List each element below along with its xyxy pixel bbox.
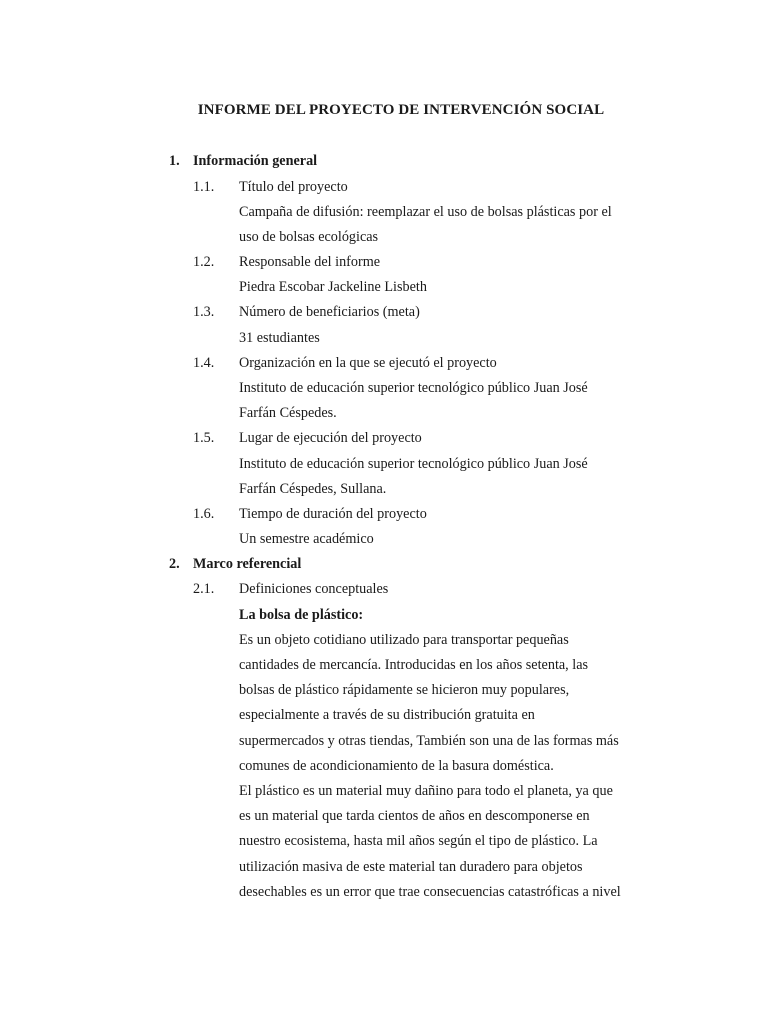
subsection-number: 2.1. xyxy=(193,581,215,597)
subsection-title: Título del proyecto xyxy=(239,179,348,195)
paragraph-line: utilización masiva de este material tan duradero para objetos xyxy=(239,859,583,875)
section-title: Marco referencial xyxy=(193,556,302,572)
subsection-text-line: Farfán Céspedes. xyxy=(239,405,337,421)
paragraph-line: El plástico es un material muy dañino para todo el planeta, ya que xyxy=(239,783,613,799)
paragraph-line: cantidades de mercancía. Introducidas en los años setenta, las xyxy=(239,657,589,673)
subsection-subheading: La bolsa de plástico: xyxy=(239,607,364,623)
paragraph-line: supermercados y otras tiendas, También son una de las formas más xyxy=(239,733,619,749)
section-number: 1. xyxy=(169,153,180,169)
subsection-number: 1.3. xyxy=(193,304,215,320)
paragraph-line: desechables es un error que trae consecuencias catastróficas a nivel xyxy=(239,884,621,900)
paragraph-line: bolsas de plástico rápidamente se hicieron muy populares, xyxy=(239,682,570,698)
subsection-text-line: Piedra Escobar Jackeline Lisbeth xyxy=(239,279,427,295)
section-title: Información general xyxy=(193,153,318,169)
subsection-number: 1.1. xyxy=(193,179,215,195)
document-title: INFORME DEL PROYECTO DE INTERVENCIÓN SOCIAL xyxy=(197,102,605,118)
subsection-title: Responsable del informe xyxy=(239,254,381,270)
subsection-number: 1.4. xyxy=(193,355,215,371)
paragraph-line: es un material que tarda cientos de años en descomponerse en xyxy=(239,808,590,824)
subsection-text-line: Instituto de educación superior tecnológico público Juan José xyxy=(239,380,588,396)
subsection-text-line: 31 estudiantes xyxy=(239,330,320,346)
subsection-text-line: Farfán Céspedes, Sullana. xyxy=(239,481,387,497)
paragraph-line: nuestro ecosistema, hasta mil años según el tipo de plástico. La xyxy=(239,833,598,849)
subsection-number: 1.2. xyxy=(193,254,215,270)
subsection-title: Organización en la que se ejecutó el proyecto xyxy=(239,355,497,371)
subsection-number: 1.5. xyxy=(193,430,215,446)
paragraph-line: especialmente a través de su distribución gratuita en xyxy=(239,707,535,723)
subsection-text-line: Un semestre académico xyxy=(239,531,374,547)
subsection-title: Definiciones conceptuales xyxy=(239,581,389,597)
subsection-title: Número de beneficiarios (meta) xyxy=(239,304,420,320)
paragraph-line: Es un objeto cotidiano utilizado para transportar pequeñas xyxy=(239,632,569,648)
subsection-text-line: Campaña de difusión: reemplazar el uso de bolsas plásticas por el xyxy=(239,204,612,220)
section-number: 2. xyxy=(169,556,180,572)
subsection-title: Lugar de ejecución del proyecto xyxy=(239,430,422,446)
subsection-number: 1.6. xyxy=(193,506,215,522)
subsection-text-line: uso de bolsas ecológicas xyxy=(239,229,379,245)
subsection-text-line: Instituto de educación superior tecnológico público Juan José xyxy=(239,456,588,472)
subsection-title: Tiempo de duración del proyecto xyxy=(239,506,427,522)
paragraph-line: comunes de acondicionamiento de la basura doméstica. xyxy=(239,758,554,774)
